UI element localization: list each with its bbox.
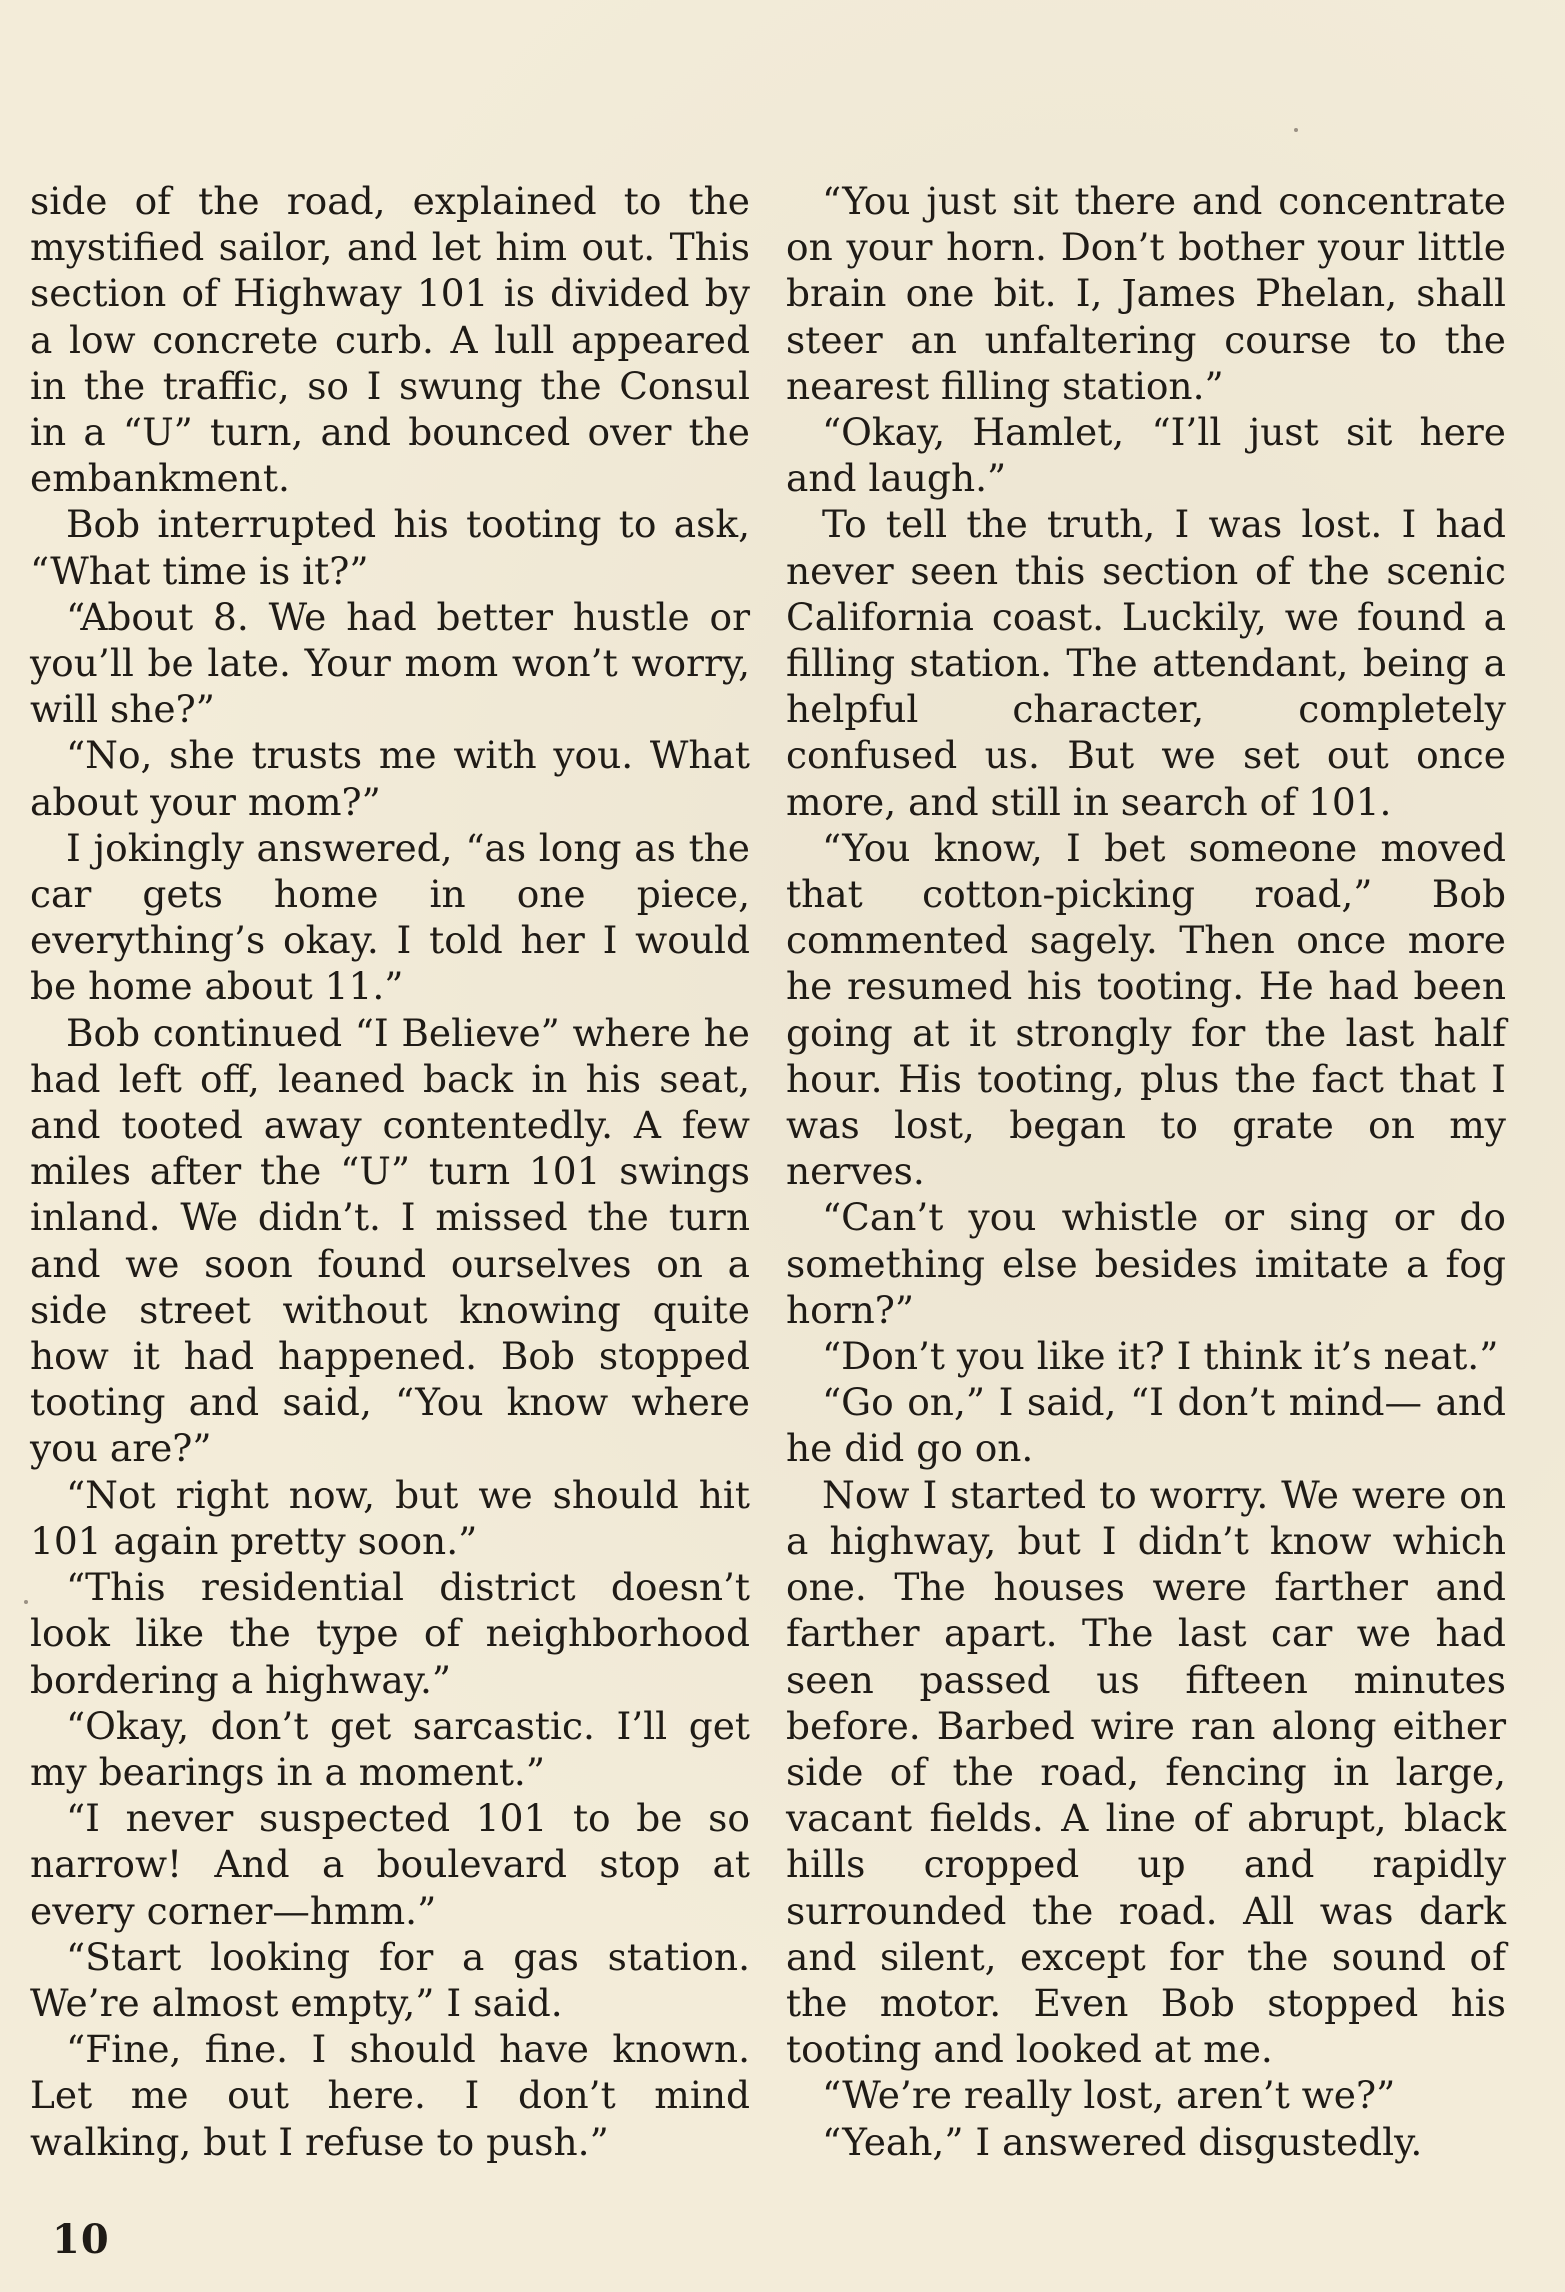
paragraph: To tell the truth, I was lost. I had never seen this section of the scenic California coast. Luckily, we found a filling station. The attendant, being a helpful character, completely confused us. But we set out once more, and still in search of 101. <box>786 502 1506 824</box>
paragraph: “Go on,” I said, “I don’t mind— and he did go on. <box>786 1380 1506 1471</box>
paragraph: “We’re really lost, aren’t we?” <box>822 2073 1396 2118</box>
paper-speck <box>1294 128 1298 132</box>
paragraph: “Can’t you whistle or sing or do something else besides imitate a fog horn?” <box>786 1195 1506 1332</box>
paragraph: “I never suspected 101 to be so narrow! And a boulevard stop at every corner—hmm.” <box>30 1796 750 1933</box>
paragraph: “Fine, fine. I should have known. Let me out here. I don’t mind walking, but I refuse to push.” <box>30 2027 750 2164</box>
paragraph: Now I started to worry. We were on a highway, but I didn’t know which one. The houses were farther and farther apart. The last car we had seen passed us fifteen minutes before. Barbed wire ran along either side of the road, fencing in large, vacant fields. A line of abrupt, black hills cropped up and rapidly surrounded the road. All was dark and silent, except for the sound of the motor. Even Bob stopped his tooting and looked at me. <box>786 1472 1506 2072</box>
paragraph: Bob interrupted his tooting to ask, “What time is it?” <box>30 502 750 593</box>
paragraph: I jokingly answered, “as long as the car gets home in one piece, everything’s okay. I told her I would be home about 11.” <box>30 825 750 1009</box>
paragraph: “No, she trusts me with you. What about your mom?” <box>30 733 750 824</box>
paragraph: “You just sit there and concentrate on your horn. Don’t bother your little brain one bit. I, James Phelan, shall steer an unfaltering course to the nearest filling station.” <box>786 179 1506 408</box>
paragraph: “You know, I bet someone moved that cotton-picking road,” Bob commented sagely. Then once more he resumed his tooting. He had been going at it strongly for the last half hour. His tooting, plus the fact that I was lost, began to grate on my nerves. <box>786 825 1506 1194</box>
paragraph: “This residential district doesn’t look like the type of neighborhood bordering a highway.” <box>30 1565 750 1702</box>
paragraph: “Okay, don’t get sarcastic. I’ll get my bearings in a moment.” <box>30 1703 750 1794</box>
paper-speck <box>24 1600 28 1604</box>
page-number: 10 <box>52 2216 110 2263</box>
left-text-column <box>30 178 750 2165</box>
paragraph: “Not right now, but we should hit 101 again pretty soon.” <box>30 1472 750 1563</box>
paragraph: “Okay, Hamlet, “I’ll just sit here and laugh.” <box>786 410 1506 501</box>
paragraph: “Start looking for a gas station. We’re almost empty,” I said. <box>30 1934 750 2025</box>
paragraph: “Don’t you like it? I think it’s neat.” <box>822 1334 1499 1379</box>
paragraph: “About 8. We had better hustle or you’ll be late. Your mom won’t worry, will she?” <box>30 594 750 732</box>
right-text-column <box>786 178 1506 2165</box>
paragraph: “Yeah,” I answered disgustedly. <box>822 2119 1423 2164</box>
paragraph: side of the road, explained to the mystified sailor, and let him out. This section of Highway 101 is divided by a low concrete curb. A lull appeared in the traffic, so I swung the Consul in a “U” turn, and bounced over the embankment. <box>30 179 750 501</box>
paragraph: Bob continued “I Believe” where he had left off, leaned back in his seat, and tooted away contentedly. A few miles after the “U” turn 101 swings inland. We didn’t. I missed the turn and we soon found ourselves on a side street without knowing quite how it had happened. Bob stopped tooting and said, “You know where you are?” <box>30 1010 750 1471</box>
